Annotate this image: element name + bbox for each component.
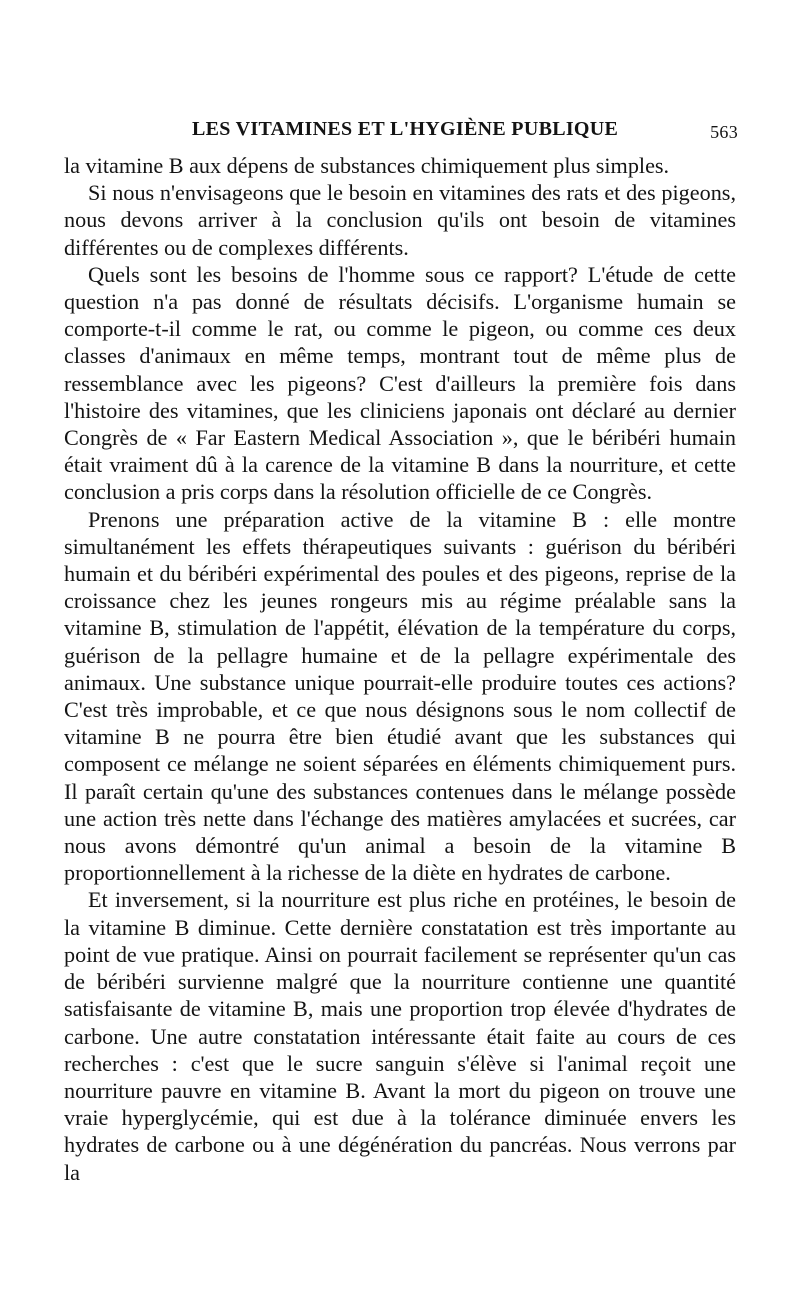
document-page (64, 118, 736, 1186)
paragraph: la vitamine B aux dépens de substances chimiquement plus simples. (64, 153, 670, 178)
paragraph: Si nous n'envisageons que le besoin en vitamines des rats et des pigeons, nous devons arriver à la conclusion qu'ils ont besoin de vitamines différentes ou de complexes différents. (64, 180, 736, 260)
paragraph: Quels sont les besoins de l'homme sous ce rapport? L'étude de cette question n'a pas donné de résultats décisifs. L'organisme humain se comporte-t-il comme le rat, ou comme le pigeon, ou comme ces deux classes d'animaux en même temps, montrant tout de même plus de ressemblance avec les pigeons? C'est d'ailleurs la première fois dans l'histoire des vitamines, que les cliniciens japonais ont déclaré au dernier Congrès de « Far Eastern Medical Association », que le béribéri humain était vraiment dû à la carence de la vitamine B dans la nourriture, et cette conclusion a pris corps dans la résolution officielle de ce Congrès. (64, 261, 736, 505)
running-head (64, 118, 736, 152)
page-number: 563 (710, 122, 738, 142)
body-text (64, 152, 736, 1186)
paragraph: Et inversement, si la nourriture est plus riche en protéines, le besoin de la vitamine B diminue. Cette dernière constatation est très importante au point de vue pratique. Ainsi on pourrait facilement se représenter qu'un cas de béribéri survienne malgré que la nourriture contienne une quantité satisfaisante de vitamine B, mais une proportion trop élevée d'hydrates de carbone. Une autre constatation intéressante était faite au cours de ces recherches : c'est que le sucre sanguin s'élève si l'animal reçoit une nourriture pauvre en vitamine B. Avant la mort du pigeon on trouve une vraie hyperglycémie, qui est due à la tolérance diminuée envers les hydrates de carbone ou à une dégénération du pancréas. Nous verrons par la (64, 887, 736, 1185)
running-title: LES VITAMINES ET L'HYGIÈNE PUBLIQUE (192, 118, 619, 140)
paragraph: Prenons une préparation active de la vitamine B : elle montre simultanément les effets thérapeutiques suivants : guérison du béribéri humain et du béribéri expérimental des poules et des pigeons, reprise de la croissance chez les jeunes rongeurs mis au régime préalable sans la vitamine B, stimulation de l'appétit, élévation de la température du corps, guérison de la pellagre humaine et de la pellagre expérimentale des animaux. Une substance unique pourrait-elle produire toutes ces actions? C'est très improbable, et ce que nous désignons sous le nom collectif de vitamine B ne pourra être bien étudié avant que les substances qui composent ce mélange ne soient séparées en éléments chimiquement purs. Il paraît certain qu'une des substances contenues dans le mélange possède une action très nette dans l'échange des matières amylacées et sucrées, car nous avons démontré qu'un animal a besoin de la vitamine B proportionnellement à la richesse de la diète en hydrates de carbone. (64, 506, 736, 886)
